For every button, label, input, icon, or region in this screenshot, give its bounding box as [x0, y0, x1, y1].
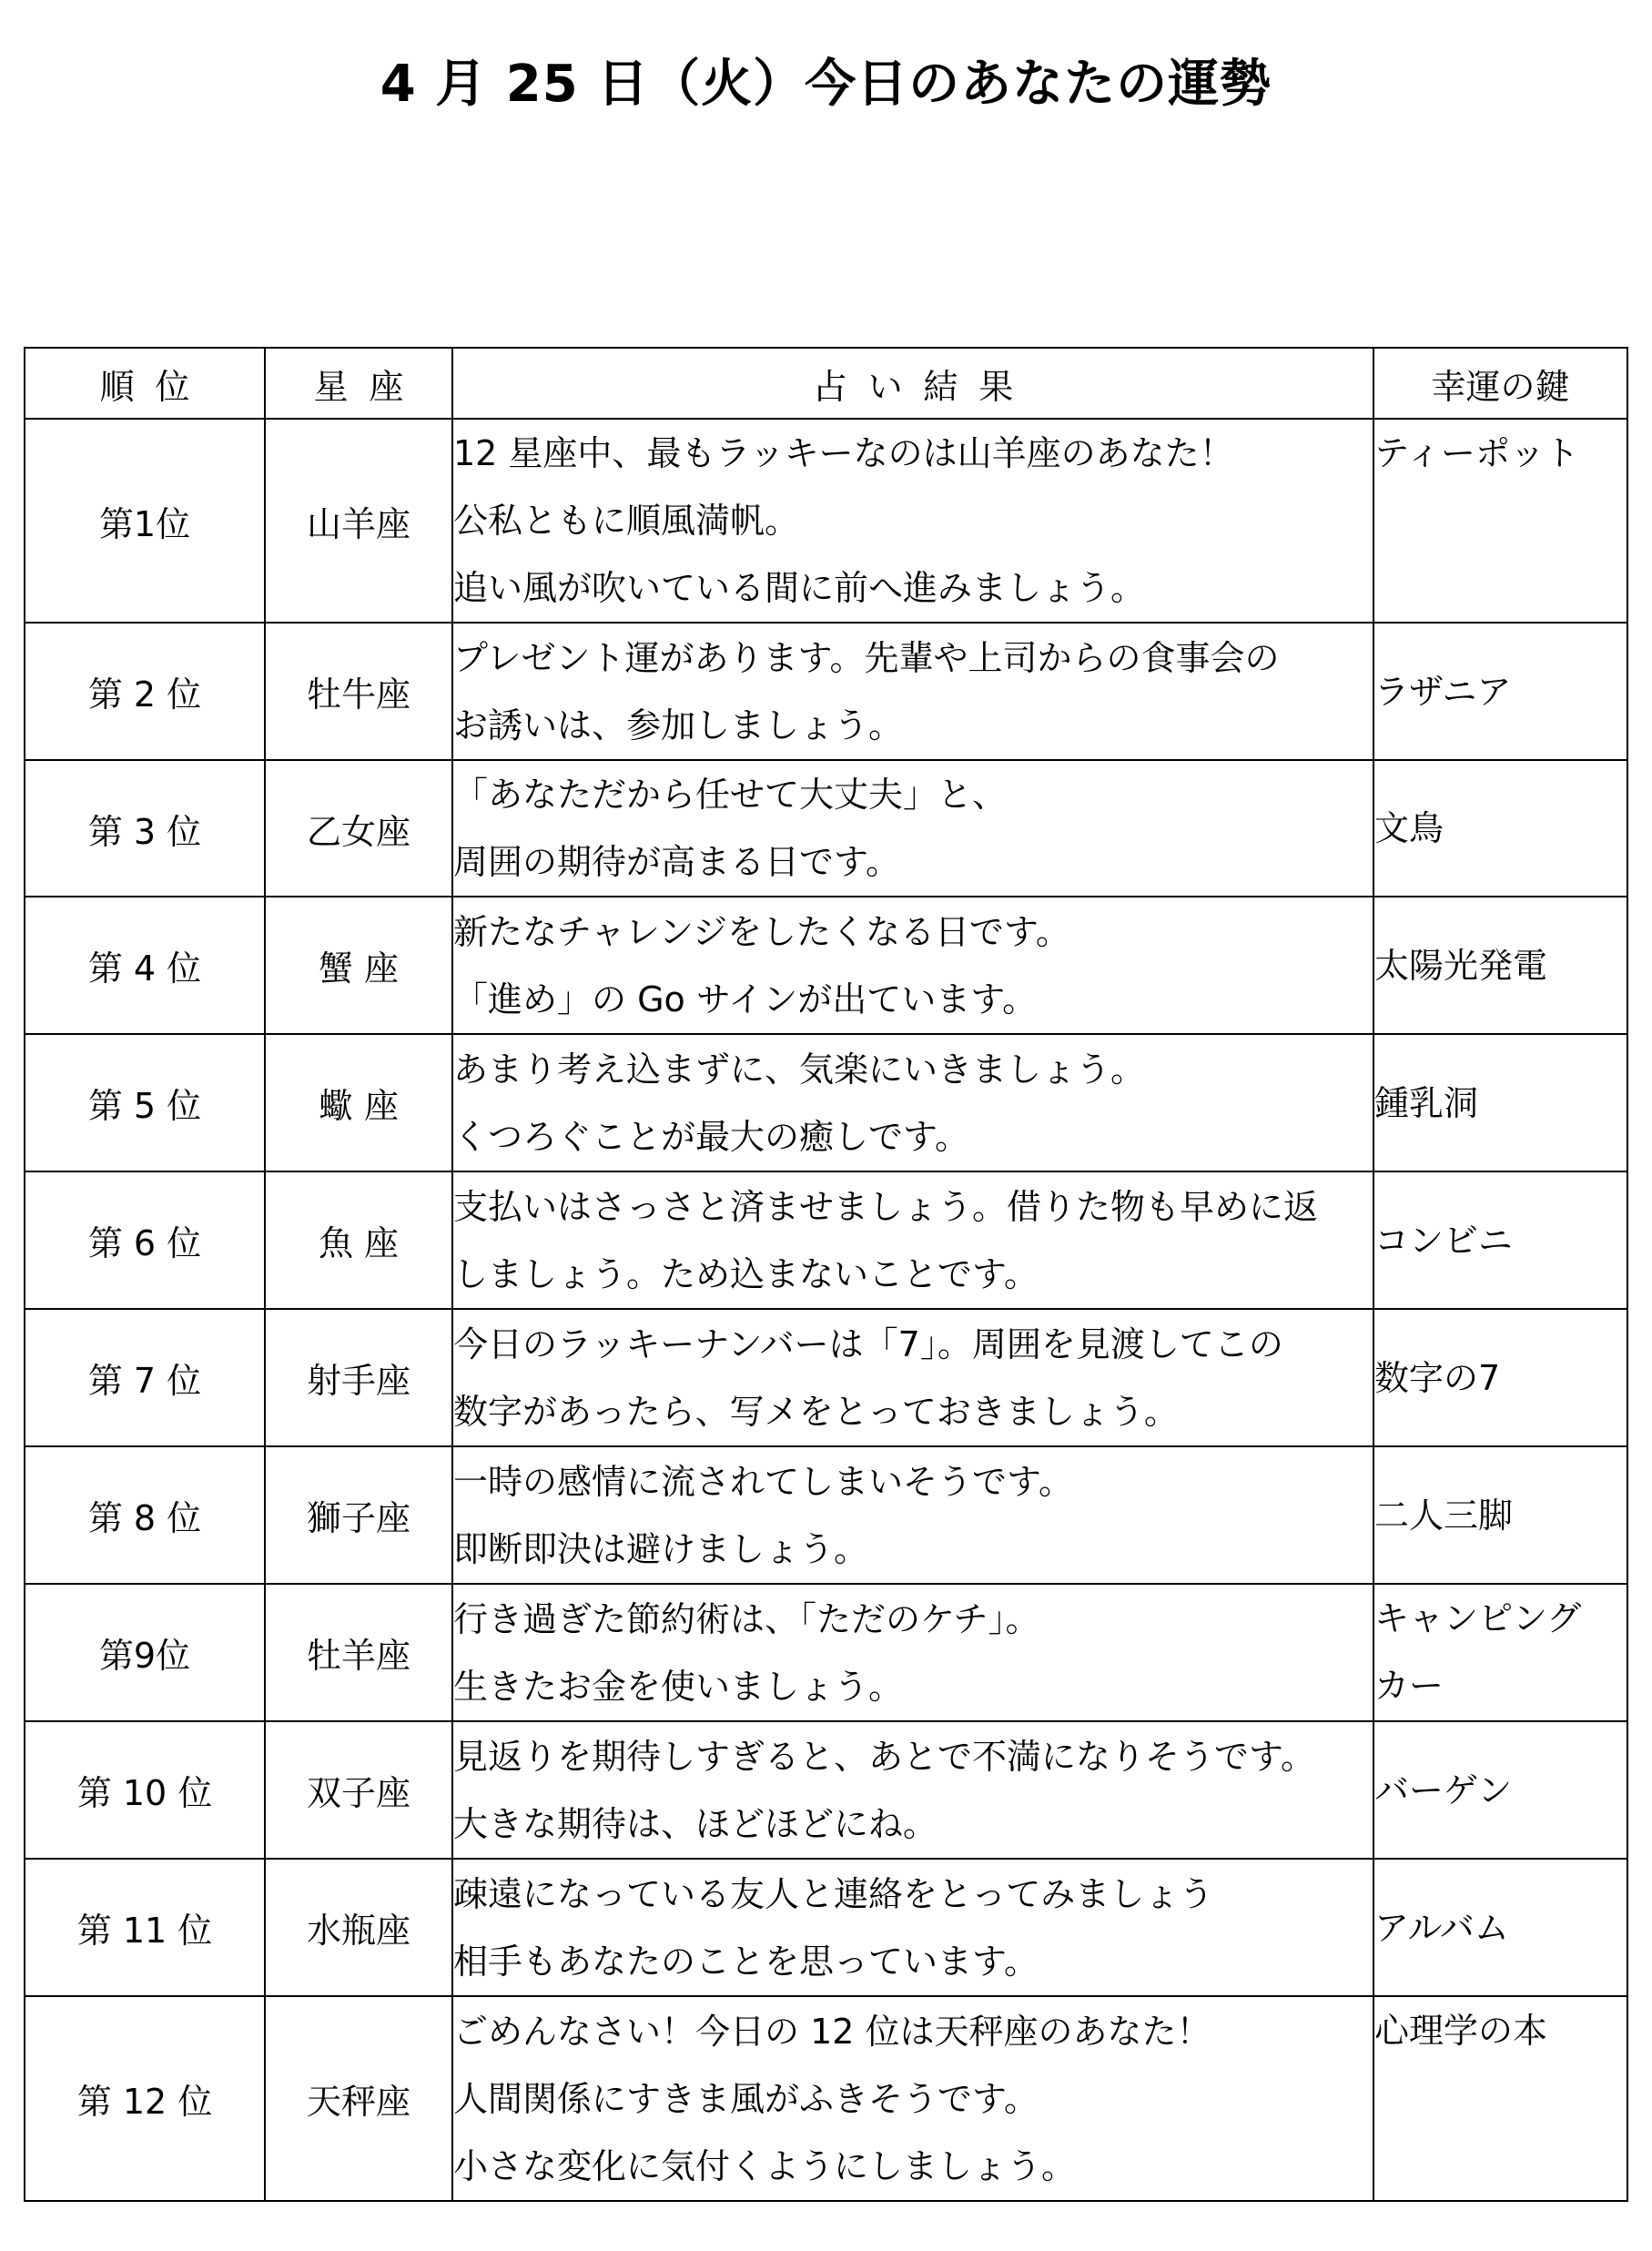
table-row — [25, 419, 1627, 623]
result-line: 一時の感情に流されてしまいそうです。 — [453, 1461, 1073, 1502]
lucky-key-text: アルバム — [1374, 1907, 1509, 1948]
result-cell — [452, 419, 1373, 623]
result-line: 行き過ぎた節約術は、「ただのケチ」。 — [453, 1598, 1040, 1639]
lucky-key-cell — [1373, 419, 1627, 623]
result-line: 生きたお金を使いましょう。 — [453, 1666, 904, 1707]
result-line: 疎遠になっている友人と連絡をとってみましょう — [453, 1873, 1214, 1914]
result-line: くつろぐことが最大の癒しです。 — [453, 1116, 969, 1157]
result-cell — [452, 1034, 1373, 1171]
rank-cell: 第 11 位 — [25, 1859, 265, 1996]
lucky-key-cell — [1373, 897, 1627, 1034]
rank-cell: 第 5 位 — [25, 1034, 265, 1171]
page-title: 4 月 25 日（火）今日のあなたの運勢 — [380, 55, 1272, 114]
sign-cell: 乙女座 — [265, 760, 452, 897]
result-cell — [452, 1859, 1373, 1996]
lucky-key-text: 鍾乳洞 — [1374, 1082, 1479, 1123]
header-sign: 星座 — [265, 348, 452, 419]
sign-cell: 射手座 — [265, 1309, 452, 1446]
result-line: 小さな変化に気付くようにしましょう。 — [453, 2145, 1077, 2186]
table-row — [25, 1446, 1627, 1584]
rank-cell: 第 4 位 — [25, 897, 265, 1034]
lucky-key-text: バーゲン — [1374, 1769, 1513, 1810]
table-row — [25, 1859, 1627, 1996]
header-rank: 順位 — [25, 348, 265, 419]
rank-cell: 第 10 位 — [25, 1721, 265, 1859]
result-cell — [452, 760, 1373, 897]
table-row — [25, 897, 1627, 1034]
result-cell — [452, 897, 1373, 1034]
sign-cell: 山羊座 — [265, 419, 452, 623]
table-row — [25, 1171, 1627, 1309]
sign-cell: 天秤座 — [265, 1996, 452, 2201]
result-line: 12 星座中、最もラッキーなのは山羊座のあなた！ — [453, 433, 1234, 473]
header-lucky-key: 幸運の鍵 — [1373, 348, 1627, 419]
result-line: お誘いは、参加しましょう。 — [453, 705, 904, 745]
lucky-key-text: 文鳥 — [1374, 808, 1444, 848]
result-line: 即断即決は避けましょう。 — [453, 1528, 869, 1569]
result-line: プレゼント運があります。先輩や上司からの食事会の — [453, 637, 1280, 678]
result-line: 「あなただから任せて大丈夫」と、 — [453, 775, 1008, 815]
rank-cell: 第 2 位 — [25, 623, 265, 760]
lucky-key-cell — [1373, 1171, 1627, 1309]
lucky-key-cell — [1373, 1996, 1627, 2201]
result-line: 新たなチャレンジをしたくなる日です。 — [453, 911, 1070, 952]
result-line: 見返りを期待しすぎると、あとで不満になりそうです。 — [453, 1736, 1315, 1777]
header-result: 占い結果 — [452, 348, 1373, 419]
lucky-key-cell — [1373, 623, 1627, 760]
rank-cell: 第 3 位 — [25, 760, 265, 897]
result-line: 追い風が吹いている間に前へ進みましょう。 — [453, 568, 1146, 608]
table-row — [25, 1996, 1627, 2201]
result-cell — [452, 1584, 1373, 1721]
sign-cell: 獅子座 — [265, 1446, 452, 1584]
lucky-key-cell — [1373, 1859, 1627, 1996]
rank-cell: 第 8 位 — [25, 1446, 265, 1584]
result-line: 数字があったら、写メをとっておきましょう。 — [453, 1391, 1179, 1432]
sign-cell: 水瓶座 — [265, 1859, 452, 1996]
lucky-key-text: 太陽光発電 — [1374, 945, 1548, 986]
table-row — [25, 760, 1627, 897]
table-row — [25, 1584, 1627, 1721]
lucky-key-cell — [1373, 1309, 1627, 1446]
lucky-key-text: キャンピング — [1374, 1598, 1582, 1638]
lucky-key-text: コンビニ — [1374, 1220, 1514, 1261]
sign-cell: 蟹 座 — [265, 897, 452, 1034]
result-line: 「進め」の Go サインが出ています。 — [453, 978, 1038, 1019]
rank-cell: 第1位 — [25, 419, 265, 623]
lucky-key-cell — [1373, 760, 1627, 897]
sign-cell: 魚 座 — [265, 1171, 452, 1309]
lucky-key-cell — [1373, 1446, 1627, 1584]
result-line: 人間関係にすきま風がふきそうです。 — [453, 2078, 1039, 2119]
lucky-key-text: カー — [1374, 1666, 1444, 1706]
lucky-key-text: ティーポット — [1374, 433, 1579, 473]
rank-cell: 第 7 位 — [25, 1309, 265, 1446]
result-line: 支払いはさっさと済ませましょう。借りた物も早めに返 — [453, 1186, 1319, 1227]
lucky-key-cell — [1373, 1034, 1627, 1171]
table-row — [25, 1721, 1627, 1859]
result-line: あまり考え込まずに、気楽にいきましょう。 — [453, 1049, 1146, 1090]
sign-cell: 蠍 座 — [265, 1034, 452, 1171]
result-line: 公私ともに順風満帆。 — [453, 501, 800, 541]
sign-cell: 双子座 — [265, 1721, 452, 1859]
rank-cell: 第9位 — [25, 1584, 265, 1721]
header-row — [25, 348, 1627, 419]
table-row — [25, 1309, 1627, 1446]
result-line: 今日のラッキーナンバーは「7」。周囲を見渡してこの — [453, 1323, 1283, 1364]
result-line: 大きな期待は、ほどほどにね。 — [453, 1803, 938, 1844]
result-cell — [452, 1171, 1373, 1309]
lucky-key-text: 数字の7 — [1374, 1357, 1501, 1398]
rank-cell: 第 12 位 — [25, 1996, 265, 2201]
result-cell — [452, 1446, 1373, 1584]
result-line: 周囲の期待が高まる日です。 — [453, 842, 900, 882]
result-cell — [452, 1309, 1373, 1446]
fortune-table — [24, 347, 1628, 2202]
result-cell — [452, 623, 1373, 760]
fortune-rows — [25, 419, 1627, 2201]
rank-cell: 第 6 位 — [25, 1171, 265, 1309]
result-line: ごめんなさい！今日の 12 位は天秤座のあなた！ — [453, 2011, 1211, 2052]
result-cell — [452, 1996, 1373, 2201]
sign-cell: 牡羊座 — [265, 1584, 452, 1721]
lucky-key-text: 心理学の本 — [1374, 2011, 1548, 2051]
table-row — [25, 1034, 1627, 1171]
table-row — [25, 623, 1627, 760]
sign-cell: 牡牛座 — [265, 623, 452, 760]
lucky-key-cell — [1373, 1721, 1627, 1859]
lucky-key-cell — [1373, 1584, 1627, 1721]
result-line: しましょう。ため込まないことです。 — [453, 1253, 1039, 1294]
result-line: 相手もあなたのことを思っています。 — [453, 1941, 1039, 1982]
lucky-key-text: ラザニア — [1374, 671, 1512, 712]
lucky-key-text: 二人三脚 — [1374, 1495, 1514, 1536]
result-cell — [452, 1721, 1373, 1859]
